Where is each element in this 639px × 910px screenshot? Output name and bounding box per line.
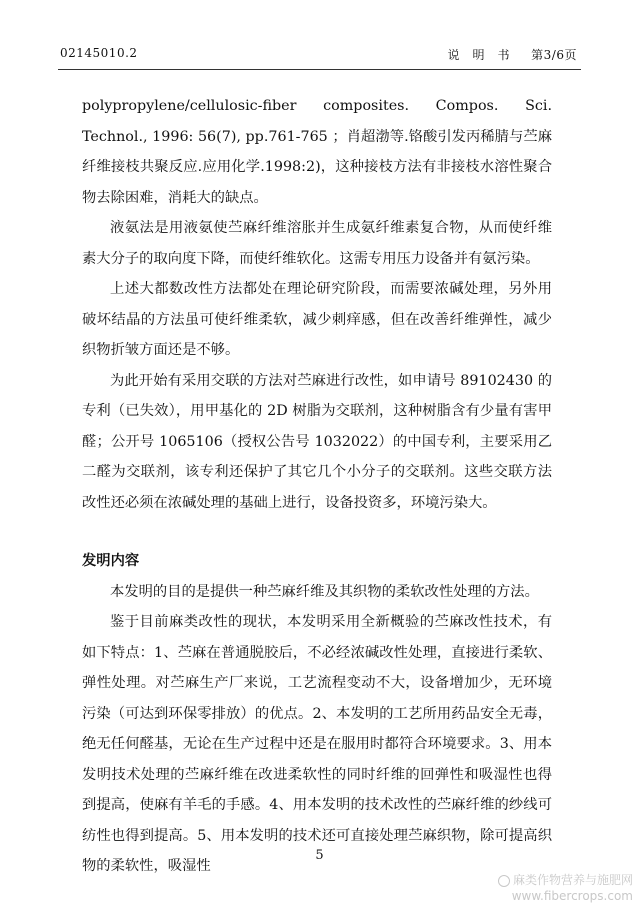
- header-page-of: 第3/6页: [531, 48, 577, 62]
- page-number: 5: [315, 848, 324, 863]
- section-title: 发明内容: [82, 553, 140, 569]
- watermark-line1: 麻类作物营养与施肥网: [512, 873, 633, 887]
- paragraph-2: 液氨法是用液氨使苎麻纤维溶胀并生成氨纤维素复合物，从而使纤维素大分子的取向度下降，而使纤维软化。这需专用压力设备并有氨污染。: [82, 220, 552, 267]
- header-section: 说 明 书: [447, 48, 510, 62]
- watermark: [498, 872, 633, 904]
- paragraph-4: 为此开始有采用交联的方法对苎麻进行改性，如申请号 89102430 的专利（已失效），用甲基化的 2D 树脂为交联剂，这种树脂含有少量有害甲醛；公开号 1065106（授权公告号 1032022）的中国专利，主要采用乙二醛为交联剂，该专利还保护了其它几个小分子的交联剂。这些交联方法改性还必须在浓碱处理的基础上进行，设备投资多，环境污染大。: [82, 372, 552, 511]
- header-right: [447, 46, 577, 63]
- section-gap: [82, 518, 552, 546]
- watermark-line2: www.fibercrops.com: [511, 889, 633, 903]
- document-body: [82, 91, 552, 882]
- paragraph-5: 本发明的目的是提供一种苎麻纤维及其织物的柔软改性处理的方法。: [110, 583, 539, 600]
- paragraph-1: polypropylene/cellulosic-fiber composites. Compos. Sci. Technol., 1996: 56(7), pp.761-765 ；肖超渤等.铬酸引发丙稀腈与苎麻纤维接枝共聚反应.应用化学.1998:2)，这种接枝方法有非接枝水溶性聚合物去除困难，消耗大的缺点。: [82, 98, 552, 206]
- watermark-logo-icon: [498, 875, 510, 887]
- header-rule: [58, 69, 581, 70]
- paragraph-6: 鉴于目前麻类改性的现状，本发明采用全新概验的苎麻改性技术，有如下特点：1、苎麻在普通脱胶后，不必经浓碱改性处理，直接进行柔软、弹性处理。对苎麻生产厂来说，工艺流程变动不大，设备增加少，无环境污染（可达到环保零排放）的优点。2、本发明的工艺所用药品安全无毒，绝无任何醛基，无论在生产过程中还是在服用时都符合环境要求。3、用本发明技术处理的苎麻纤维在改进柔软性的同时纤维的回弹性和吸湿性也得到提高，使麻有羊毛的手感。4、用本发明的技术改性的苎麻纤维的纱线可纺性也得到提高。5、用本发明的技术还可直接处理苎麻织物，除可提高织物的柔软性，吸湿性: [82, 614, 552, 874]
- doc-number: 02145010.2: [60, 46, 138, 60]
- paragraph-3: 上述大都数改性方法都处在理论研究阶段，而需要浓碱处理，另外用破坏结晶的方法虽可使纤维柔软，减少刺痒感，但在改善纤维弹性，减少织物折皱方面还是不够。: [82, 281, 552, 358]
